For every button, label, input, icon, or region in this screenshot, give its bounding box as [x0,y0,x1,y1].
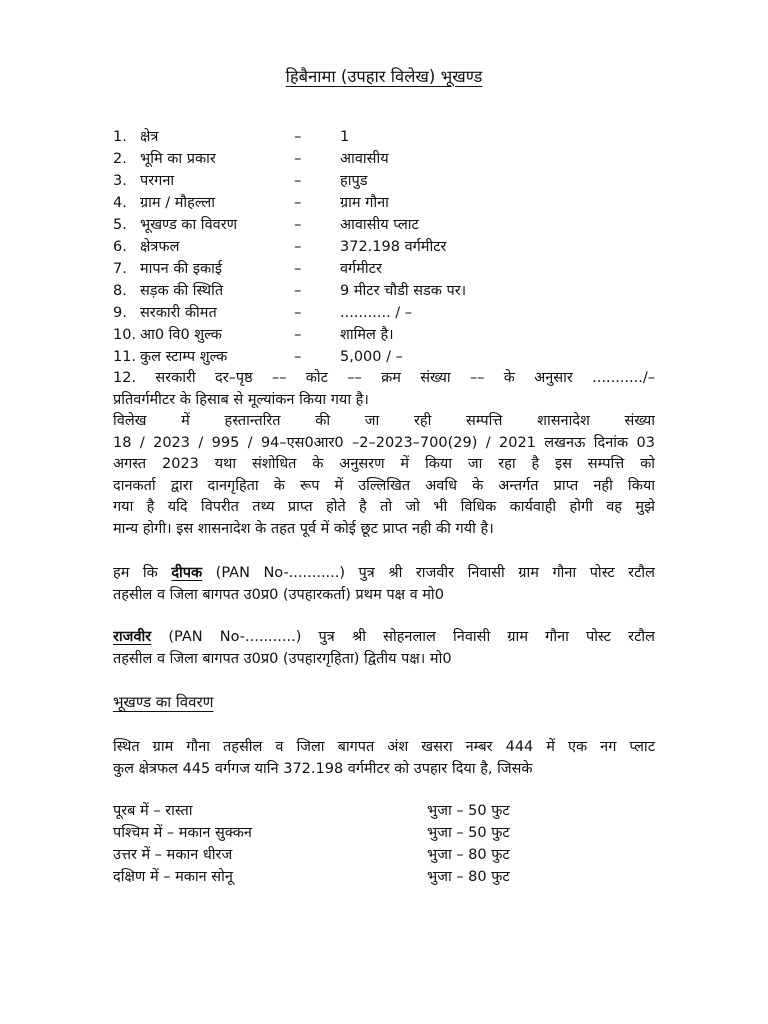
detail-label: परगना [140,173,175,189]
party-2-line-1 [113,627,655,649]
declaration-line: दानकर्ता द्वारा दानगृहिता के रूप में उल्लिखित अवधि के अन्तर्गत प्राप्त नही किया [113,477,655,494]
detail-label: कुल स्टाम्प शुल्क [140,349,228,365]
declaration-line: मान्य होगी। इस शासनादेश के तहत पूर्व में कोई छूट प्राप्त नही की गयी है। [113,520,494,537]
boundary-row [113,844,613,866]
item-12-line-2: प्रतिवर्गमीटर के हिसाब से मूल्यांकन किया गया है। [113,391,369,408]
detail-row [113,258,653,280]
plot-description-line: स्थित ग्राम गौना तहसील व जिला बागपत अंश खसरा नम्बर 444 में एक नग प्लाट [113,739,655,755]
detail-label: क्षेत्र [140,129,159,145]
party-1-line-1 [113,563,655,585]
detail-dash: – [294,217,302,233]
detail-value: आवासीय [340,151,389,167]
party-1-line-2: तहसील व जिला बागपत उ0प्र0 (उपहारकर्ता) प्रथम पक्ष व मो0 [113,586,444,603]
detail-number: 1. [113,129,127,145]
detail-dash: – [294,283,302,299]
detail-label: मापन की इकाई [140,261,222,277]
detail-dash: – [294,173,302,189]
party-1-name: दीपक [171,565,203,581]
detail-label: ग्राम / मौहल्ला [140,195,215,211]
boundary-side: उत्तर में – मकान धीरज [113,847,233,863]
boundary-length: भुजा – 50 फुट [427,825,510,841]
detail-label: सड़क की स्थिति [140,283,224,299]
detail-value: 9 मीटर चौडी सडक पर। [340,283,467,299]
detail-row [113,214,653,236]
detail-value: शामिल है। [340,327,394,343]
boundary-row [113,800,613,822]
detail-row [113,324,653,346]
detail-number: 6. [113,239,127,255]
detail-row [113,126,653,148]
detail-number: 5. [113,217,127,233]
detail-dash: – [294,195,302,211]
plot-details-heading: भूखण्ड का विवरण [113,693,214,711]
declaration-paragraph [113,411,655,541]
detail-dash: – [294,129,302,145]
detail-value: वर्गमीटर [340,261,382,277]
detail-value: ........... / – [340,305,413,321]
boundary-length: भुजा – 80 फुट [427,847,510,863]
detail-label: सरकारी कीमत [140,305,217,321]
detail-value: 372.198 वर्गमीटर [340,239,447,255]
detail-number: 4. [113,195,127,211]
detail-value: ग्राम गौना [340,195,389,211]
detail-row [113,236,653,258]
detail-row [113,346,653,368]
detail-number: 3. [113,173,127,189]
declaration-line: अगस्त 2023 यथा संशोधित के अनुसरण में किया जा रहा है इस सम्पत्ति को [113,456,655,473]
declaration-line: गया है यदि विपरीत तथ्य प्राप्त होते है तो जो भी विधिक कार्यवाही होगी वह मुझे [113,499,655,516]
detail-dash: – [294,239,302,255]
detail-label: भूखण्ड का विवरण [140,217,238,233]
item-12-paragraph [113,368,655,411]
party-1-details: (PAN No-...........) पुत्र श्री राजवीर निवासी ग्राम गौना पोस्ट रटौल [202,565,655,581]
declaration-line: विलेख में हस्तान्तरित की जा रही सम्पत्ति शासनादेश संख्या [113,413,655,429]
detail-value: 5,000 / – [340,349,403,365]
boundary-row [113,866,613,888]
plot-description-line: कुल क्षेत्रफल 445 वर्गगज यानि 372.198 वर्गमीटर को उपहार दिया है, जिसके [113,760,533,777]
detail-dash: – [294,261,302,277]
detail-row [113,280,653,302]
boundary-side: पश्चिम में – मकान सुक्कन [113,825,252,841]
party-2-details: (PAN No-...........) पुत्र श्री सोहनलाल निवासी ग्राम गौना पोस्ट रटौल [151,629,655,645]
boundary-side: पूरब में – रास्ता [113,803,193,819]
document-title [0,64,768,87]
detail-dash: – [294,151,302,167]
detail-label: आ0 वि0 शुल्क [140,327,222,343]
detail-number: 2. [113,151,127,167]
detail-number: 9. [113,305,127,321]
party-2-name: राजवीर [113,629,152,645]
boundary-length: भुजा – 80 फुट [427,869,510,885]
detail-value: हापुड [340,173,368,189]
detail-row [113,148,653,170]
detail-row [113,192,653,214]
detail-label: भूमि का प्रकार [140,151,216,167]
detail-dash: – [294,349,302,365]
detail-label: क्षेत्रफल [140,239,180,255]
declaration-line: 18 / 2023 / 995 / 94–एस0आर0 –2–2023–700(29) / 2021 लखनऊ दिनांक 03 [113,434,655,451]
item-12-line-1: 12. सरकारी दर–पृष्ठ –– कोट –– क्रम संख्या –– के अनुसार .........../– [113,370,655,386]
detail-number: 10. [113,327,137,343]
detail-row [113,170,653,192]
party-2-line-2: तहसील व जिला बागपत उ0प्र0 (उपहारगृहिता) द्वितीय पक्ष। मो0 [113,650,452,667]
detail-value: आवासीय प्लाट [340,217,419,233]
detail-number: 8. [113,283,127,299]
party-1-prefix: हम कि [113,565,172,581]
boundary-length: भुजा – 50 फुट [427,803,510,819]
detail-value: 1 [340,129,350,145]
property-details-list [113,126,653,368]
detail-number: 11. [113,349,137,365]
document-title-text: हिबैनामा (उपहार विलेख) भूखण्ड [285,67,483,86]
plot-description-paragraph [113,737,655,780]
detail-dash: – [294,305,302,321]
party-2-paragraph [113,627,655,670]
detail-row [113,302,653,324]
detail-dash: – [294,327,302,343]
boundary-row [113,822,613,844]
boundaries-list [113,800,613,888]
party-1-paragraph [113,563,655,606]
detail-number: 7. [113,261,127,277]
boundary-side: दक्षिण में – मकान सोनू [113,869,233,885]
